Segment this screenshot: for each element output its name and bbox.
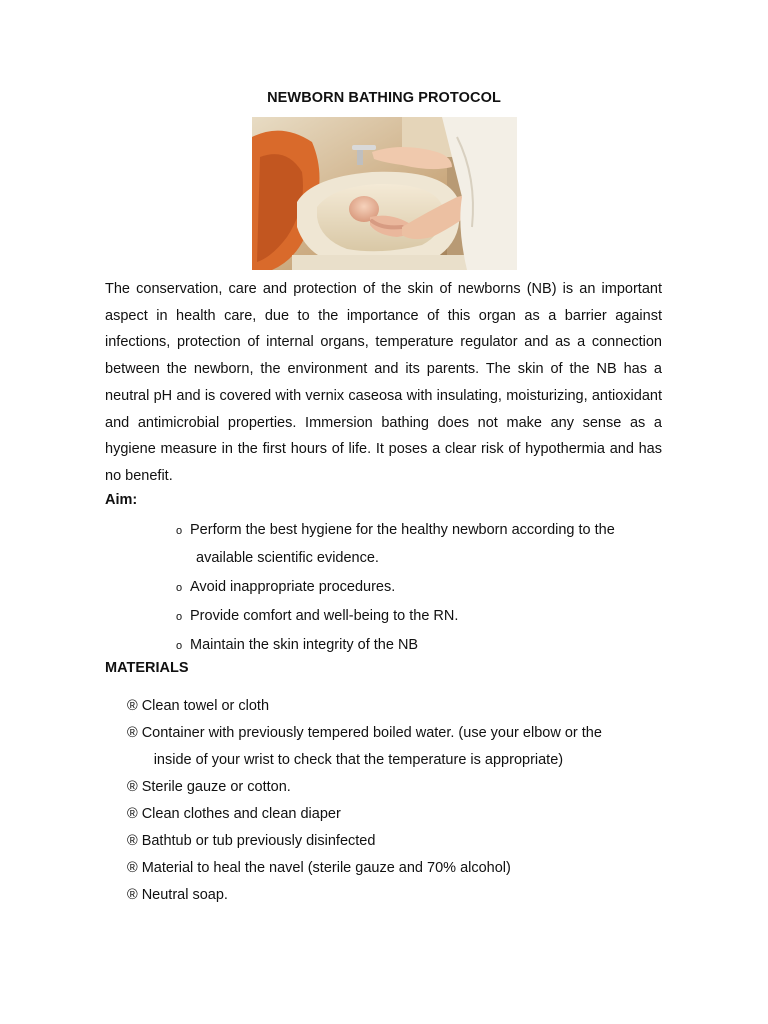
materials-item-text: Material to heal the navel (sterile gauze and 70% alcohol) <box>141 860 511 876</box>
materials-item-text: Neutral soap. <box>141 887 228 903</box>
aim-item-text <box>190 516 615 572</box>
materials-item-text: Clean clothes and clean diaper <box>141 806 341 822</box>
aim-item <box>176 602 662 630</box>
registered-bullet-icon: ® <box>127 887 138 903</box>
materials-item-line: inside of your wrist to check that the temperature is appropriate) <box>153 752 564 768</box>
aim-item-line: Perform the best hygiene for the healthy newborn according to the <box>190 522 615 538</box>
materials-item-text: Sterile gauze or cotton. <box>141 779 291 795</box>
intro-paragraph: The conservation, care and protection of the skin of newborns (NB) is an important aspect in health care, due to the importance of this organ as a barrier against infections, protection of internal organs, temperature regulator and as a connection between the newborn, the environment and its parents. The skin of the NB has a neutral pH and is covered with vernix caseosa with insulating, moisturizing, antioxidant and antimicrobial properties. Immersion bathing does not make any sense as a hygiene measure in the first hours of life. It poses a clear risk of hypothermia and has no benefit. <box>105 281 662 484</box>
document-title: NEWBORN BATHING PROTOCOL <box>267 90 501 106</box>
circle-bullet-icon: o <box>176 611 183 623</box>
circle-bullet-icon: o <box>176 525 183 537</box>
aim-item <box>176 573 662 601</box>
materials-item <box>127 855 662 882</box>
materials-item <box>127 828 662 855</box>
newborn-bath-photo <box>252 117 517 270</box>
materials-list <box>127 693 662 909</box>
aim-item <box>176 516 662 572</box>
materials-item-text <box>142 720 662 774</box>
materials-item <box>127 801 662 828</box>
aim-item-text: Maintain the skin integrity of the NB <box>190 637 419 653</box>
aim-heading: Aim: <box>105 492 138 508</box>
registered-bullet-icon: ® <box>127 860 138 876</box>
aim-item-line: available scientific evidence. <box>196 550 379 566</box>
registered-bullet-icon: ® <box>127 833 138 849</box>
materials-item-text: Clean towel or cloth <box>141 698 270 714</box>
aim-item-text: Provide comfort and well-being to the RN. <box>190 608 459 624</box>
registered-bullet-icon: ® <box>127 725 138 741</box>
registered-bullet-icon: ® <box>127 698 138 714</box>
circle-bullet-icon: o <box>176 582 183 594</box>
circle-bullet-icon: o <box>176 640 183 652</box>
materials-item-text: Bathtub or tub previously disinfected <box>141 833 376 849</box>
registered-bullet-icon: ® <box>127 779 138 795</box>
materials-item <box>127 720 662 774</box>
materials-heading: MATERIALS <box>105 660 189 676</box>
aim-list <box>176 516 662 659</box>
materials-item-line: Container with previously tempered boiled water. (use your elbow or the <box>141 725 602 741</box>
aim-item <box>176 631 662 659</box>
registered-bullet-icon: ® <box>127 806 138 822</box>
aim-item-text: Avoid inappropriate procedures. <box>190 579 396 595</box>
materials-item <box>127 882 662 909</box>
materials-item <box>127 693 662 720</box>
materials-item <box>127 774 662 801</box>
